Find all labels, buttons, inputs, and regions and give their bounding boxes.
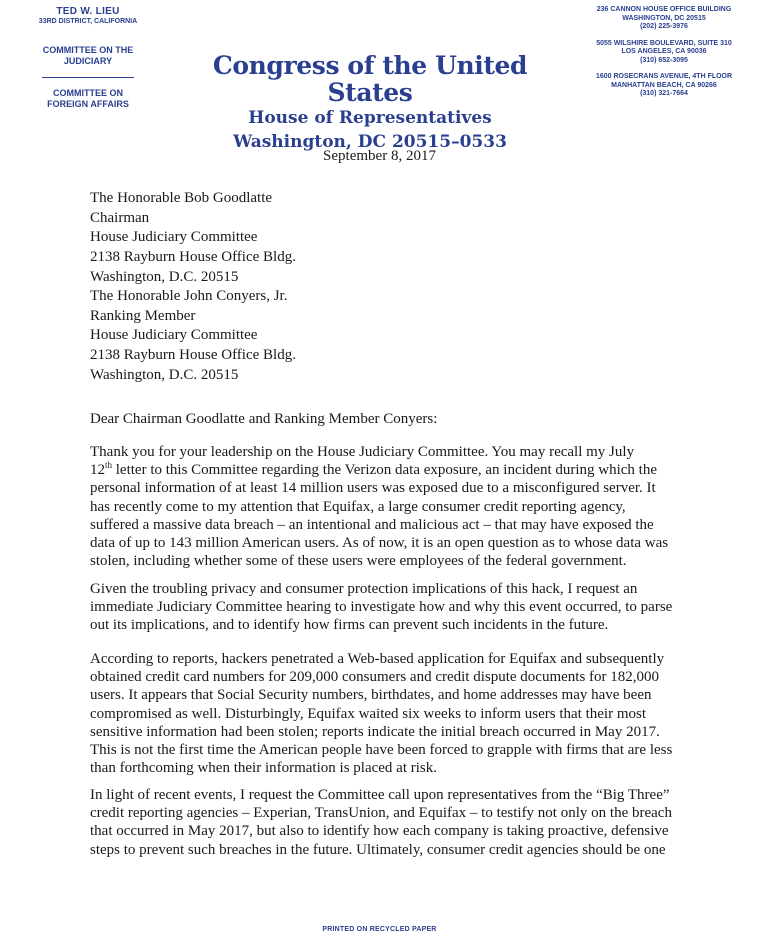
masthead (190, 52, 550, 154)
office-phone: (310) 321-7664 (640, 90, 688, 97)
office-city: MANHATTAN BEACH, CA 90266 (611, 81, 717, 89)
office-dc (579, 6, 749, 32)
recipient-title: Chairman (90, 209, 150, 226)
office-los-angeles (579, 40, 749, 66)
paragraph-line: According to reports, hackers penetrated a Web-based application for Equifax and subsequently (90, 651, 665, 667)
paragraph-line: Given the troubling privacy and consumer protection implications of this hack, I request an (90, 581, 638, 597)
letterhead-left (18, 6, 158, 110)
masthead-congress: Congress of the United States (212, 51, 528, 107)
paragraph-line: obtained credit card numbers for 209,000 consumers and credit dispute documents for 182,000 (90, 669, 660, 686)
recipient-address (90, 287, 296, 386)
paragraph-line: stolen, including whether some of these users were employees of the federal government. (90, 553, 627, 570)
office-phone: (202) 225-3976 (640, 23, 688, 30)
recipient-committee: House Judiciary Committee (90, 229, 258, 246)
paragraph-line: that occurred in May 2017, but also to identify how each company is taking proactive, defensive (90, 823, 669, 840)
body-paragraph (90, 443, 668, 570)
office-city: WASHINGTON, DC 20515 (622, 14, 706, 22)
paragraph-line: Thank you for your leadership on the House Judiciary Committee. You may recall my July (90, 444, 635, 460)
paragraph-line: sensitive information had been stolen; reports indicate the initial breach occurred in May 2017. (90, 723, 660, 740)
recycled-paper-footer: PRINTED ON RECYCLED PAPER (322, 926, 437, 933)
paragraph-line: data of up to 143 million American users. As of now, it is an open question as to whose data was (90, 535, 669, 552)
letter-date: September 8, 2017 (323, 148, 436, 164)
paragraph-line: suffered a massive data breach – an intentional and malicious act – that may have exposed the (90, 516, 654, 533)
paragraph-line: 12th letter to this Committee regarding the Verizon data exposure, an incident during which the (90, 460, 658, 479)
paragraph-line: has recently come to my attention that Equifax, a large consumer credit reporting agency, (90, 498, 626, 515)
recipient-city: Washington, D.C. 20515 (90, 268, 239, 285)
recipient-name: The Honorable Bob Goodlatte (90, 190, 273, 206)
letterhead-offices (579, 6, 749, 107)
office-phone: (310) 652-3095 (640, 56, 688, 64)
paragraph-line: In light of recent events, I request the Committee call upon representatives from the “Big Three” (90, 787, 670, 803)
recipient-street: 2138 Rayburn House Office Bldg. (90, 347, 296, 364)
paragraph-line: steps to prevent such breaches in the future. Ultimately, consumer credit agencies should be one (90, 841, 666, 858)
recipient-committee: House Judiciary Committee (90, 327, 258, 344)
office-city: LOS ANGELES, CA 90036 (621, 48, 707, 55)
committee-judiciary-line2: JUDICIARY (63, 56, 113, 66)
committee-foreign-line2: FOREIGN AFFAIRS (47, 99, 129, 109)
recipient-city: Washington, D.C. 20515 (90, 366, 239, 383)
salutation: Dear Chairman Goodlatte and Ranking Member Conyers: (90, 411, 438, 427)
recipient-title: Ranking Member (90, 307, 196, 324)
paragraph-line: credit reporting agencies – Experian, TransUnion, and Equifax – to testify not only on the breach (90, 805, 672, 822)
member-name: TED W. LIEU (56, 6, 120, 17)
paragraph-line: personal information of at least 14 million users was exposed due to a misconfigured server. It (90, 480, 656, 497)
office-manhattan-beach (579, 73, 749, 99)
recipient-address (90, 189, 296, 288)
body-paragraph (90, 650, 672, 777)
office-address: 5055 WILSHIRE BOULEVARD, SUITE 310 (596, 39, 732, 47)
paragraph-line: users. It appears that Social Security numbers, birthdates, and home addresses may have been (90, 687, 652, 704)
paragraph-line: compromised as well. Disturbingly, Equifax waited six weeks to inform users that their most (90, 705, 647, 722)
body-paragraph (90, 786, 672, 859)
body-paragraph (90, 580, 672, 635)
paragraph-line: out its implications, and to identify how firms can prevent such incidents in the future. (90, 617, 609, 634)
recipient-street: 2138 Rayburn House Office Bldg. (90, 249, 296, 266)
masthead-address: Washington, DC 20515–0533 (233, 132, 507, 152)
committee-judiciary-line1: COMMITTEE ON THE (42, 45, 134, 55)
office-address: 1600 ROSECRANS AVENUE, 4TH FLOOR (595, 73, 733, 80)
committee-foreign-line1: COMMITTEE ON (53, 88, 123, 98)
paragraph-line: immediate Judiciary Committee hearing to investigate how and why this event occurred, to parse (90, 599, 673, 616)
paragraph-line: This is not the first time the American people have been forced to grapple with firms that are less (90, 742, 673, 759)
member-district: 33RD DISTRICT, CALIFORNIA (38, 18, 138, 25)
ordinal-suffix: th (105, 460, 113, 471)
office-address: 236 CANNON HOUSE OFFICE BUILDING (596, 6, 732, 13)
masthead-house: House of Representatives (248, 108, 492, 128)
recipient-name: The Honorable John Conyers, Jr. (90, 288, 288, 304)
paragraph-line: than forthcoming when their information is placed at risk. (90, 760, 437, 777)
